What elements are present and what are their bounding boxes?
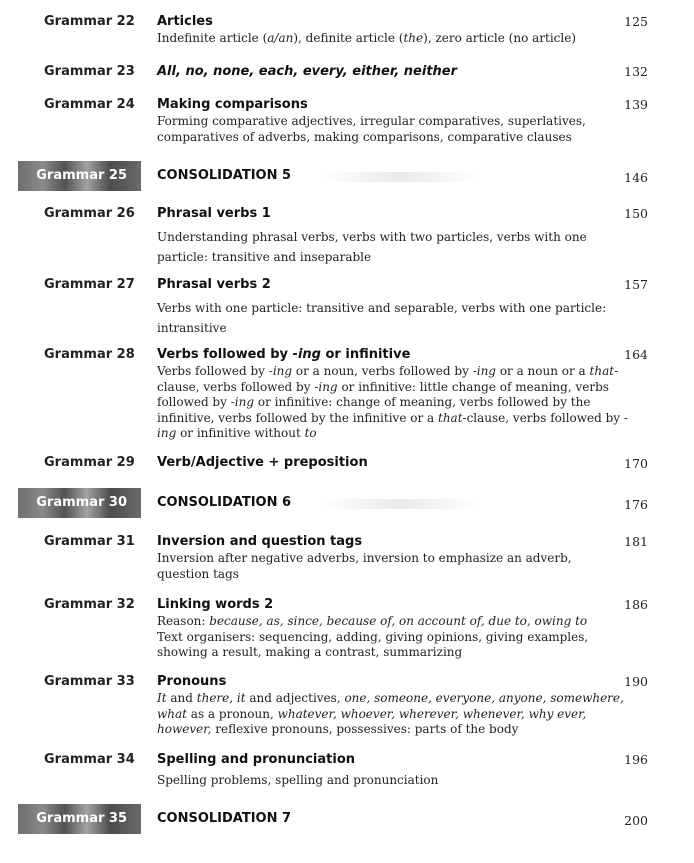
unit-description: It and there, it and adjectives, one, someone, everyone, anyone, somewhere, what as a pronoun, whatever, whoever, wherever, whenever, why ever, however, reflexive pronouns, possessives: parts of the body (157, 691, 624, 736)
unit-title: Making comparisons (157, 97, 308, 112)
page-number: 190 (624, 674, 648, 689)
unit-label: Grammar 22 (44, 14, 135, 29)
unit-title: Articles (157, 14, 213, 29)
page-number: 146 (624, 170, 648, 185)
unit-label: Grammar 29 (44, 455, 135, 470)
unit-title: Spelling and pronunciation (157, 752, 356, 767)
unit-label: Grammar 28 (44, 347, 135, 362)
unit-label: Grammar 24 (44, 97, 135, 112)
page-number: 125 (624, 14, 648, 29)
unit-title: CONSOLIDATION 5 (157, 168, 292, 183)
page-number: 181 (624, 534, 648, 549)
unit-label: Grammar 33 (44, 674, 135, 689)
unit-title: Inversion and question tags (157, 534, 363, 549)
unit-title: Verb/Adjective + preposition (157, 455, 368, 470)
page-number: 200 (624, 813, 648, 828)
unit-label: Grammar 23 (44, 64, 135, 79)
unit-description: Forming comparative adjectives, irregular comparatives, superlatives, comparatives of adverbs, making comparisons, comparative clauses (157, 114, 586, 144)
unit-title: Verbs followed by -ing or infinitive (157, 347, 411, 362)
page-number: 196 (624, 752, 648, 767)
section-banner (18, 488, 141, 518)
page-number: 164 (624, 347, 648, 362)
unit-label: Grammar 25 (36, 168, 127, 183)
unit-label: Grammar 27 (44, 277, 135, 292)
page-number: 132 (624, 64, 648, 79)
unit-label: Grammar 32 (44, 597, 135, 612)
page-number: 186 (624, 597, 648, 612)
unit-title: Phrasal verbs 1 (157, 206, 271, 221)
unit-description: Verbs followed by -ing or a noun, verbs followed by -ing or a noun or a that-clause, verbs followed by -ing or infinitive: little change of meaning, verbs followed by -ing or infinitive: change of meaning, verbs followed by the infinitive, verbs followed by the infinitive or a that-clause, verbs followed by -ing or infinitive without to (157, 364, 628, 440)
unit-label: Grammar 30 (36, 495, 127, 510)
unit-title: Phrasal verbs 2 (157, 277, 271, 292)
decorative-smudge (320, 172, 480, 182)
unit-description: Indefinite article (a/an), definite article (the), zero article (no article) (157, 31, 577, 45)
unit-title: Linking words 2 (157, 597, 274, 612)
unit-title: CONSOLIDATION 7 (157, 811, 292, 826)
unit-title: Pronouns (157, 674, 227, 689)
unit-label: Grammar 35 (36, 811, 127, 826)
page-number: 176 (624, 497, 648, 512)
unit-description: Spelling problems, spelling and pronunciation (157, 773, 439, 787)
unit-title: CONSOLIDATION 6 (157, 495, 292, 510)
page-number: 157 (624, 277, 648, 292)
unit-label: Grammar 26 (44, 206, 135, 221)
page-number: 150 (624, 206, 648, 221)
unit-description: Understanding phrasal verbs, verbs with two particles, verbs with one particle: transitive and inseparable (157, 230, 587, 264)
unit-description: Verbs with one particle: transitive and separable, verbs with one particle: intransitive (157, 301, 607, 335)
page-number: 170 (624, 456, 648, 471)
decorative-smudge (320, 499, 480, 509)
unit-label: Grammar 31 (44, 534, 135, 549)
unit-label: Grammar 34 (44, 752, 135, 767)
unit-title: All, no, none, each, every, either, neither (157, 64, 458, 79)
section-banner (18, 161, 141, 191)
unit-description: Reason: because, as, since, because of, on account of, due to, owing to Text organisers: sequencing, adding, giving opinions, giving examples, showing a result, making a contrast, summarizing (157, 614, 589, 659)
section-banner (18, 804, 141, 834)
page-number: 139 (624, 97, 648, 112)
unit-description: Inversion after negative adverbs, inversion to emphasize an adverb, question tags (157, 551, 572, 581)
